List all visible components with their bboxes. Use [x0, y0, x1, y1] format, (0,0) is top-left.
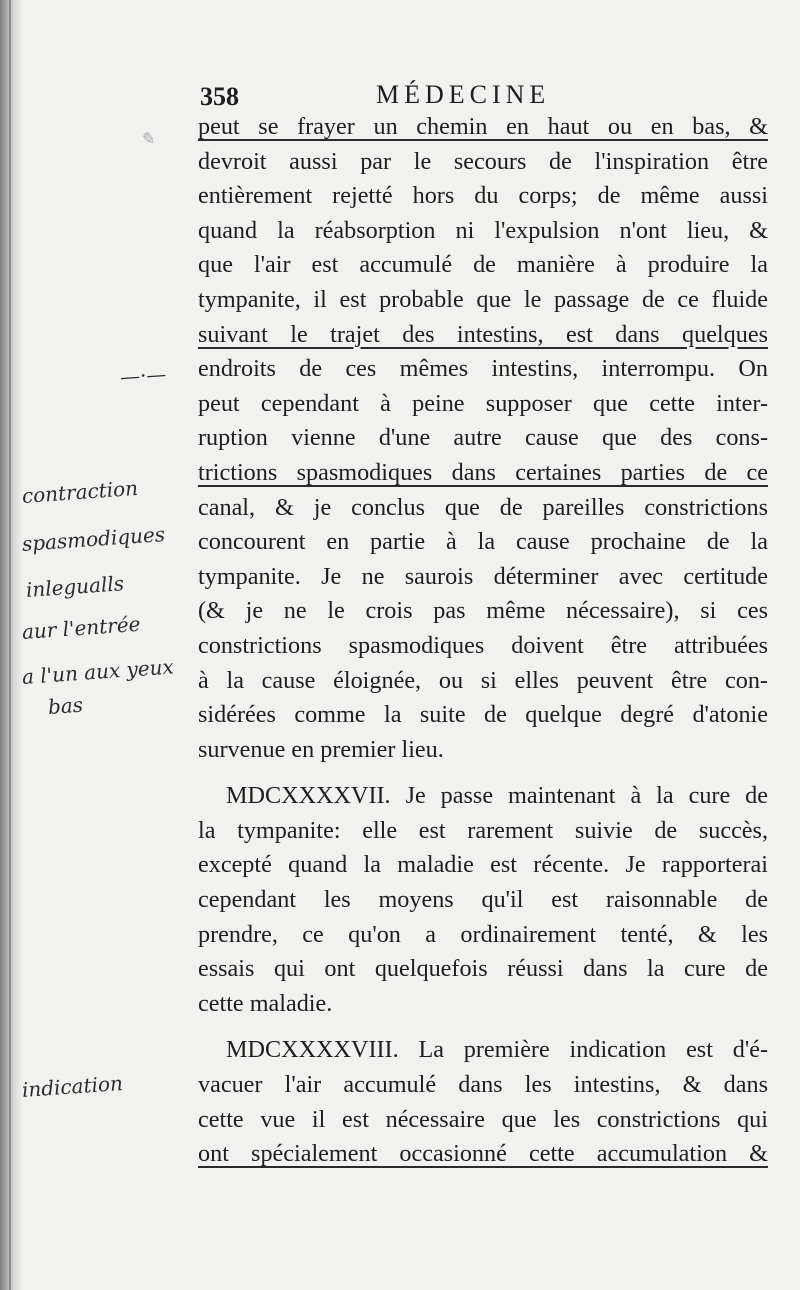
margin-note-4: aur l'entrée [21, 611, 142, 644]
margin-note-7: indication [21, 1070, 124, 1102]
paragraph-1 [198, 110, 768, 767]
text-line: que l'air est accumulé de manière à produire la [198, 251, 768, 279]
text-line: ont spécialement occasionné cette accumulation & [198, 1140, 768, 1168]
paragraph-2 [198, 779, 768, 1021]
faint-margin-scribble: ✎ [139, 129, 155, 150]
text-line: tympanite, il est probable que le passage de ce fluide [198, 285, 768, 313]
text-line: à la cause éloignée, ou si elles peuvent être con- [198, 666, 768, 694]
text-line: cette maladie. [198, 989, 333, 1017]
book-binding [0, 0, 22, 1290]
margin-mark: —·— [119, 361, 168, 389]
paragraph-3 [198, 1033, 768, 1171]
text-line: vacuer l'air accumulé dans les intestins, & dans [198, 1071, 768, 1099]
text-line: cependant les moyens qu'il est raisonnable de [198, 886, 768, 914]
page-header [198, 74, 768, 110]
text-line: la tympanite: elle est rarement suivie de succès, [198, 816, 768, 844]
text-line: MDCXXXXVII. Je passe maintenant à la cure de [226, 782, 768, 810]
book-page [198, 74, 768, 1172]
text-line: concourent en partie à la cause prochaine de la [198, 528, 768, 556]
text-line: ruption vienne d'une autre cause que des cons- [198, 424, 768, 452]
running-title: MÉDECINE [376, 80, 551, 109]
text-line: sidérées comme la suite de quelque degré d'atonie [198, 701, 768, 729]
left-margin [20, 120, 195, 1220]
text-line: quand la réabsorption ni l'expulsion n'ont lieu, & [198, 216, 768, 244]
text-line: trictions spasmodiques dans certaines parties de ce [198, 458, 768, 486]
margin-note-5: a l'un aux yeux [21, 654, 175, 689]
text-line: entièrement rejetté hors du corps; de même aussi [198, 182, 768, 210]
margin-note-1: contraction [21, 475, 139, 508]
margin-note-2: spasmodiques [21, 522, 166, 556]
margin-note-3: inlegualls [25, 571, 125, 602]
text-line: (& je ne le crois pas même nécessaire), si ces [198, 597, 768, 625]
text-line: survenue en premier lieu. [198, 735, 444, 763]
text-line: endroits de ces mêmes intestins, interrompu. On [198, 355, 768, 383]
text-line: MDCXXXXVIII. La première indication est d'é- [226, 1036, 768, 1064]
binding-edge [9, 0, 11, 1290]
text-line: cette vue il est nécessaire que les constrictions qui [198, 1105, 768, 1133]
text-line: devroit aussi par le secours de l'inspiration être [198, 147, 768, 175]
text-line: excepté quand la maladie est récente. Je rapporterai [198, 851, 768, 879]
margin-note-6: bas [47, 692, 84, 719]
text-line: peut se frayer un chemin en haut ou en bas, & [198, 113, 768, 140]
text-line: canal, & je conclus que de pareilles constrictions [198, 493, 768, 521]
text-line: prendre, ce qu'on a ordinairement tenté, & les [198, 920, 768, 948]
text-line: essais qui ont quelquefois réussi dans la cure de [198, 955, 768, 983]
text-line: suivant le trajet des intestins, est dans quelques [198, 320, 768, 348]
text-line: tympanite. Je ne saurois déterminer avec certitude [198, 562, 768, 590]
text-line: peut cependant à peine supposer que cette inter- [198, 389, 768, 417]
text-line: constrictions spasmodiques doivent être attribuées [198, 631, 768, 659]
page-number: 358 [200, 82, 239, 111]
